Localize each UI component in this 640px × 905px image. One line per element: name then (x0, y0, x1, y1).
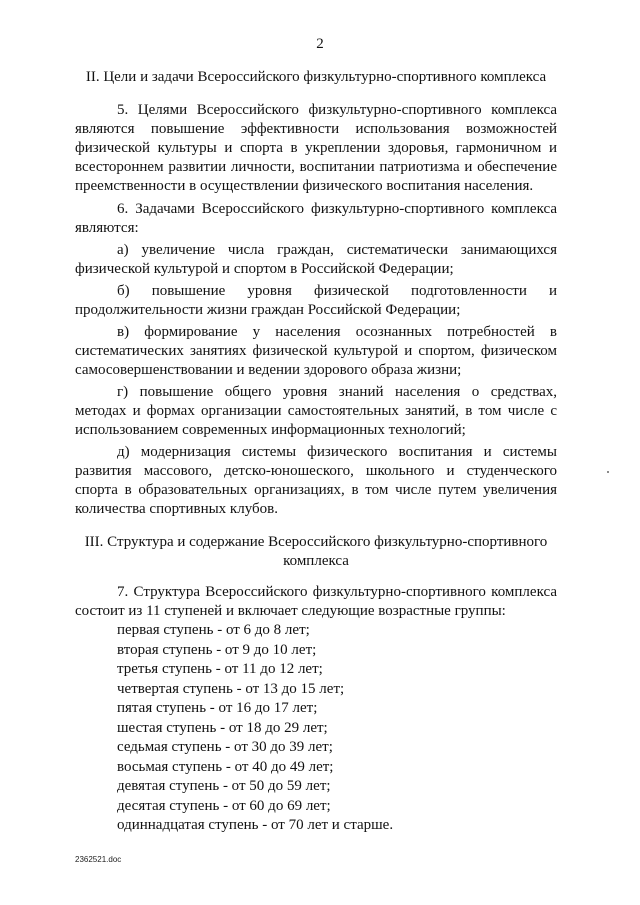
task-item-d: д) модернизация системы физического воспитания и системы развития массового, детско-юношеского, школьного и студенческого спорта в образовательных организациях, в том числе путем увеличения количества спортивных клубов. (75, 444, 557, 517)
list-item: восьмая ступень - от 40 до 49 лет; (117, 758, 334, 775)
section-3-heading-line2: комплекса (283, 553, 349, 569)
paragraph-7: 7. Структура Всероссийского физкультурно-спортивного комплекса состоит из 11 ступеней и включает следующие возрастные группы: (75, 584, 557, 619)
list-item: четвертая ступень - от 13 до 15 лет; (117, 680, 345, 697)
section-2-heading: II. Цели и задачи Всероссийского физкультурно-спортивного комплекса (85, 69, 547, 85)
document-body (75, 68, 557, 836)
section-3-heading-line1: III. Структура и содержание Всероссийского физкультурно-спортивного (84, 534, 548, 550)
task-item-v: в) формирование у населения осознанных потребностей в систематических занятиях физической культурой и спортом, физическом самосовершенствовании и ведении здорового образа жизни; (75, 324, 557, 378)
age-stage-list (75, 621, 557, 836)
list-item: одиннадцатая ступень - от 70 лет и старше. (117, 817, 394, 833)
task-item-b: б) повышение уровня физической подготовленности и продолжительности жизни граждан Российской Федерации; (75, 283, 557, 318)
file-name-footer: 2362521.doc (75, 855, 122, 864)
page-number: 2 (316, 36, 324, 52)
list-item: третья ступень - от 11 до 12 лет; (117, 661, 323, 677)
paragraph-6: 6. Задачами Всероссийского физкультурно-спортивного комплекса являются: (75, 201, 557, 236)
task-item-g: г) повышение общего уровня знаний населения о средствах, методах и формах организации самостоятельных занятий, в том числе с использованием современных информационных технологий; (75, 384, 557, 438)
list-item: пятая ступень - от 16 до 17 лет; (117, 700, 318, 716)
section-3-heading (75, 533, 557, 571)
scan-speck (607, 471, 609, 473)
list-item: шестая ступень - от 18 до 29 лет; (117, 719, 328, 736)
list-item: первая ступень - от 6 до 8 лет; (117, 622, 310, 638)
list-item: девятая ступень - от 50 до 59 лет; (117, 778, 331, 794)
task-item-a: а) увеличение числа граждан, систематически занимающихся физической культурой и спортом в Российской Федерации; (75, 242, 557, 277)
paragraph-5: 5. Целями Всероссийского физкультурно-спортивного комплекса являются повышение эффективности использования возможностей физической культуры и спорта в укреплении здоровья, гармоничном и всестороннем развитии личности, воспитании патриотизма и обеспечение преемственности в осуществлении физического воспитания населения. (75, 102, 557, 194)
list-item: десятая ступень - от 60 до 69 лет; (117, 797, 331, 814)
list-item: вторая ступень - от 9 до 10 лет; (117, 641, 317, 658)
list-item: седьмая ступень - от 30 до 39 лет; (117, 739, 333, 755)
